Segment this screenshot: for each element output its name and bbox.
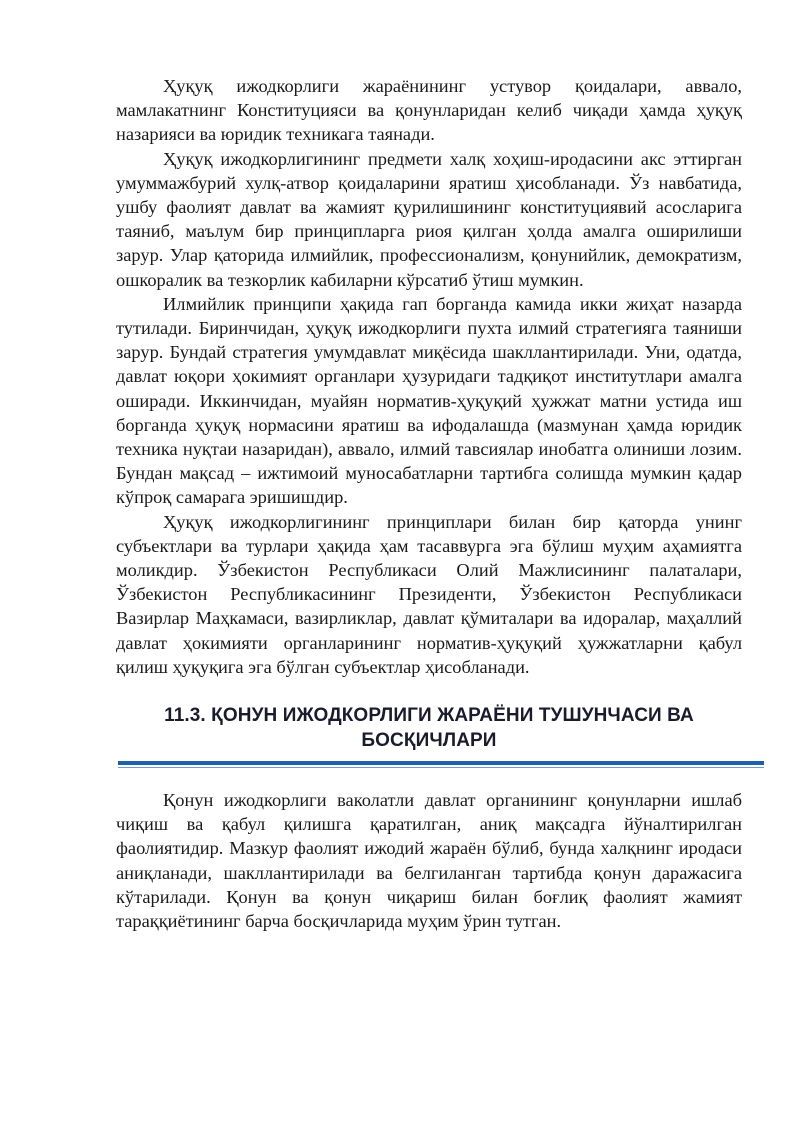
paragraph-4: Ҳуқуқ ижодкорлигининг принциплари билан бир қаторда унинг субъектлари ва турлари ҳақида ҳам тасаввурга эга бўлиш муҳим аҳамиятга моликдир. Ўзбекистон Республикаси Олий Мажлисининг палаталари, Ўзбекистон Республикасининг Президенти, Ўзбекистон Республикаси Вазирлар Маҳкамаси, вазирликлар, давлат қўмиталари ва идоралар, маҳаллий давлат ҳокимияти органларининг норматив-ҳуқуқий ҳужжатларни қабул қилиш ҳуқуқига эга бўлган субъектлар ҳисобланади.: [116, 511, 742, 677]
document-page: [116, 74, 742, 933]
divider-thin-rule: [118, 767, 764, 768]
section-heading: [116, 703, 742, 753]
paragraph-3: Илмийлик принципи ҳақида гап борганда камида икки жиҳат назарда тутилади. Биринчидан, ҳуқуқ ижодкорлиги пухта илмий стратегияга таяниши зарур. Бундай стратегия умумдавлат миқёсида шакллантирилади. Уни, одатда, давлат юқори ҳокимият органлари ҳузуридаги тадқиқот институтлари амалга оширади. Иккинчидан, муайян норматив-ҳуқуқий ҳужжат матни устида иш борганда ҳуқуқ нормасини яратиш ва ифодалашда (мазмунан ҳамда юридик техника нуқтаи назаридан), аввало, илмий тавсиялар инобатга олиниши лозим. Бундан мақсад – ижтимоий муносабатларни тартибга солишда мумкин қадар кўпроқ самарага эришишдир.: [116, 293, 742, 508]
section-heading-line-1: 11.3. ҚОНУН ИЖОДКОРЛИГИ ЖАРАЁНИ ТУШУНЧАСИ ВА: [164, 705, 694, 727]
paragraph-1: Ҳуқуқ ижодкорлиги жараёнининг устувор қоидалари, аввало, мамлакатнинг Конституцияси ва қонунларидан келиб чиқади ҳамда ҳуқуқ назарияси ва юридик техникага таянади.: [116, 76, 742, 145]
section-divider: [118, 761, 764, 768]
section-heading-line-2: БОСҚИЧЛАРИ: [361, 730, 497, 752]
paragraph-2: Ҳуқуқ ижодкорлигининг предмети халқ хоҳиш-иродасини акс эттирган умуммажбурий хулқ-атвор қоидаларини яратиш ҳисобланади. Ўз навбатида, ушбу фаолият давлат ва жамият қурилишининг конституциявий асосларига таяниб, маълум бир принципларга риоя қилган ҳолда амалга оширилиши зарур. Улар қаторида илмийлик, профессионализм, қонунийлик, демократизм, ошкоралик ва тезкорлик кабиларни кўрсатиб ўтиш мумкин.: [116, 148, 742, 290]
paragraph-5: Қонун ижодкорлиги ваколатли давлат органининг қонунларни ишлаб чиқиш ва қабул қилишга қаратилган, аниқ мақсадга йўналтирилган фаолиятидир. Мазкур фаолият ижодий жараён бўлиб, бунда халқнинг иродаси аниқланади, шакллантирилади ва белгиланган тартибда қонун даражасига кўтарилади. Қонун ва қонун чиқариш билан боғлиқ фаолият жамият тараққиётининг барча босқичларида муҳим ўрин тутган.: [116, 790, 742, 932]
